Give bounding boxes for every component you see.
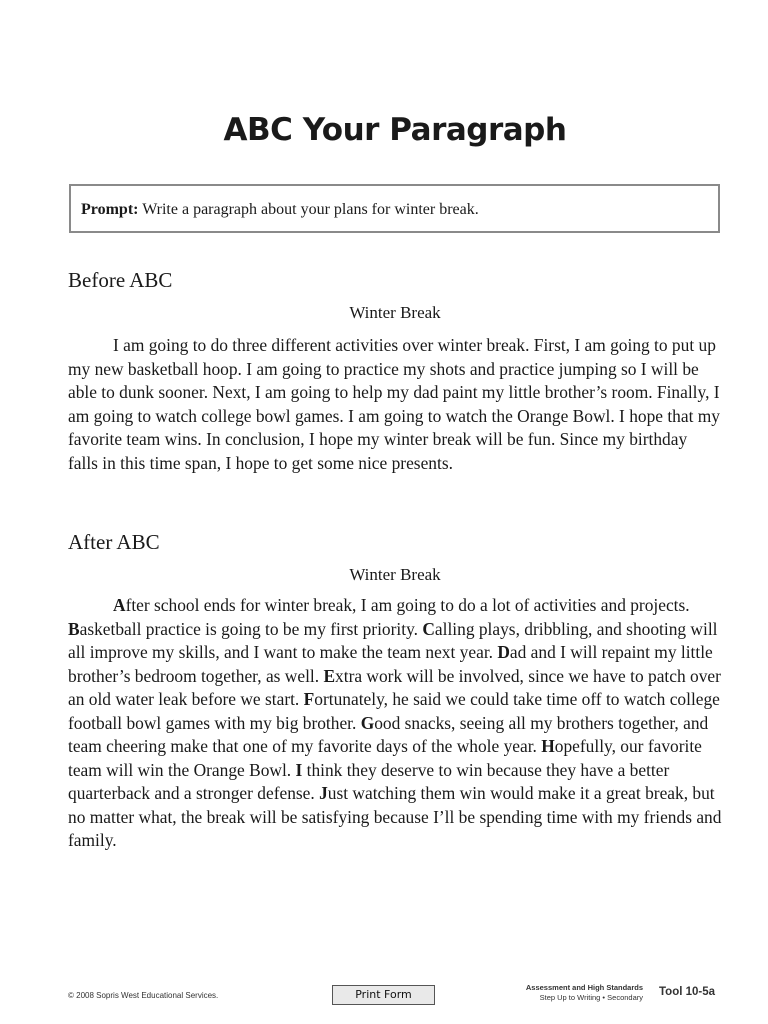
after-paragraph	[68, 594, 722, 853]
after-heading: After ABC	[68, 530, 160, 554]
abc-letter: H	[541, 736, 555, 756]
abc-sentence: alling plays, dribbling, and shooting will all improve my skills, and I want to make the team next year.	[68, 618, 718, 662]
tool-number: Tool 10-5a	[659, 986, 716, 998]
after-essay-title: Winter Break	[349, 565, 441, 584]
before-essay-title: Winter Break	[349, 303, 441, 322]
series-subtitle: Step Up to Writing • Secondary	[539, 993, 643, 1002]
abc-sentence: fter school ends for winter break, I am going to do a lot of activities and projects.	[125, 595, 690, 615]
series-info	[500, 983, 643, 1003]
abc-sentence: ortunately, he said we could take time off to watch college football bowl games with my big brother.	[68, 689, 720, 733]
abc-letter: A	[113, 595, 126, 615]
before-paragraph: I am going to do three different activities over winter break. First, I am going to put up my new basketball hoop. I am going to practice my shots and practice jumping so I will be able to dunk sooner. Next, I am going to help my dad paint my little brother’s room. Finally, I am going to watch college bowl games. I am going to watch the Orange Bowl. I hope that my favorite team wins. In conclusion, I hope my winter break will be fun. Since my birthday falls in this time span, I hope to get some nice presents.	[68, 335, 720, 473]
abc-letter: B	[68, 618, 80, 639]
abc-sentence: xtra work will be involved, since we have to patch over an old water leak before we start.	[68, 665, 721, 709]
abc-letter: F	[303, 689, 315, 709]
abc-letter: D	[497, 642, 510, 662]
abc-sentence: ust watching them win would make it a great break, but no matter what, the break will be satisfying because I’ll be spending time with my friends and family.	[68, 783, 722, 850]
prompt-text	[81, 201, 479, 219]
abc-sentence: ood snacks, seeing all my brothers together, and team cheering make that one of my favorite days of the whole year.	[68, 712, 709, 756]
page-title: ABC Your Paragraph	[223, 112, 567, 148]
series-title: Assessment and High Standards	[525, 983, 643, 992]
copyright-text: © 2008 Sopris West Educational Services.	[68, 991, 219, 1000]
abc-letter: I	[295, 759, 303, 780]
abc-sentence: ad and I will repaint my little brother’s bedroom together, as well.	[68, 642, 713, 686]
prompt-label: Prompt:	[81, 201, 139, 218]
abc-letter: C	[422, 618, 435, 639]
abc-letter: J	[319, 783, 328, 803]
abc-letter: E	[323, 665, 336, 686]
before-heading: Before ABC	[68, 268, 173, 292]
prompt-box	[69, 184, 720, 233]
abc-sentence: asketball practice is going to be my first priority.	[79, 618, 423, 639]
print-form-button[interactable]: Print Form	[332, 985, 435, 1005]
abc-sentence: think they deserve to win because they have a better quarterback and a stronger defense.	[68, 759, 670, 803]
prompt-body: Write a paragraph about your plans for winter break.	[142, 201, 479, 218]
abc-letter: G	[360, 712, 375, 733]
abc-sentence: opefully, our favorite team will win the Orange Bowl.	[68, 736, 702, 780]
